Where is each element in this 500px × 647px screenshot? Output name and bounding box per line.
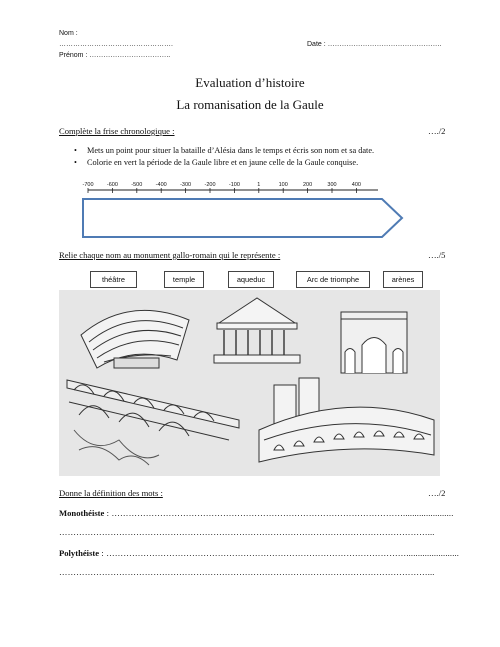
aqueduct-illustration — [67, 380, 239, 465]
page-subtitle: La romanisation de la Gaule — [176, 97, 324, 112]
word-aqueduc[interactable]: aqueduc — [228, 271, 274, 288]
page-title: Evaluation d’histoire — [195, 75, 305, 90]
arena-illustration — [259, 378, 434, 462]
nom-label: Nom : — [59, 30, 78, 37]
definition-polytheiste[interactable] — [59, 548, 459, 558]
section2-instruction: Relie chaque nom au monument gallo-romain qui le représente : — [59, 250, 281, 260]
date-field[interactable]: Date : …………………………………………. — [307, 41, 442, 48]
timeline-tick-label: 200 — [303, 182, 313, 188]
section3-instruction: Donne la définition des mots : — [59, 488, 163, 498]
section1-instruction: Complète la frise chronologique : — [59, 126, 175, 136]
definition-monotheiste[interactable] — [59, 508, 454, 518]
timeline-tickmarks — [88, 188, 356, 193]
section3-score: …./2 — [428, 488, 446, 498]
timeline-tick-label: 400 — [351, 182, 361, 188]
polytheiste-dots[interactable]: : ……………………………………………………………………………………………....................... — [99, 549, 460, 558]
monuments-image — [59, 290, 440, 476]
word-temple[interactable]: temple — [164, 271, 204, 288]
timeline-tick-label: 300 — [327, 182, 337, 188]
timeline-tick-label: -200 — [204, 182, 216, 188]
word-theatre[interactable]: théâtre — [90, 271, 137, 288]
timeline-tick-label: -400 — [155, 182, 167, 188]
nom-field[interactable]: …………………………………………. — [59, 41, 173, 48]
word-arc-de-triomphe[interactable]: Arc de triomphe — [296, 271, 370, 288]
section1-score: …./2 — [428, 126, 446, 136]
monotheiste-dots[interactable]: : …………………………………………………………………………………………...................... — [104, 509, 454, 518]
monotheiste-label: Monothéiste — [59, 508, 105, 518]
polytheiste-label: Polythéiste — [59, 548, 100, 558]
bullet-1: • Mets un point pour situer la bataille d’Alésia dans le temps et écris son nom et sa date. — [87, 146, 374, 155]
timeline-tick-label: 1 — [257, 182, 261, 188]
timeline-arrow[interactable] — [60, 185, 420, 240]
temple-illustration — [214, 298, 300, 363]
bullet-2: • Colorie en vert la période de la Gaule libre et en jaune celle de la Gaule conquise. — [87, 158, 358, 167]
theatre-illustration — [81, 310, 189, 368]
timeline-tick-label: -700 — [82, 182, 94, 188]
monotheiste-line-2[interactable]: …………………………………………………………………………………………………………………... — [59, 528, 435, 537]
timeline-tick-label: -300 — [180, 182, 192, 188]
section2-score: …./5 — [428, 250, 446, 260]
prenom-field[interactable]: Prénom : …………………………….. — [59, 52, 171, 59]
timeline-tick-label: -500 — [131, 182, 143, 188]
timeline-tick-label: -600 — [106, 182, 118, 188]
timeline-arrow-shape — [83, 199, 402, 237]
timeline-tick-label: 100 — [278, 182, 288, 188]
arch-illustration — [341, 312, 407, 373]
polytheiste-line-2[interactable]: …………………………………………………………………………………………………………………... — [59, 568, 435, 577]
timeline-tick-label: -100 — [228, 182, 240, 188]
word-arenes[interactable]: arènes — [383, 271, 423, 288]
